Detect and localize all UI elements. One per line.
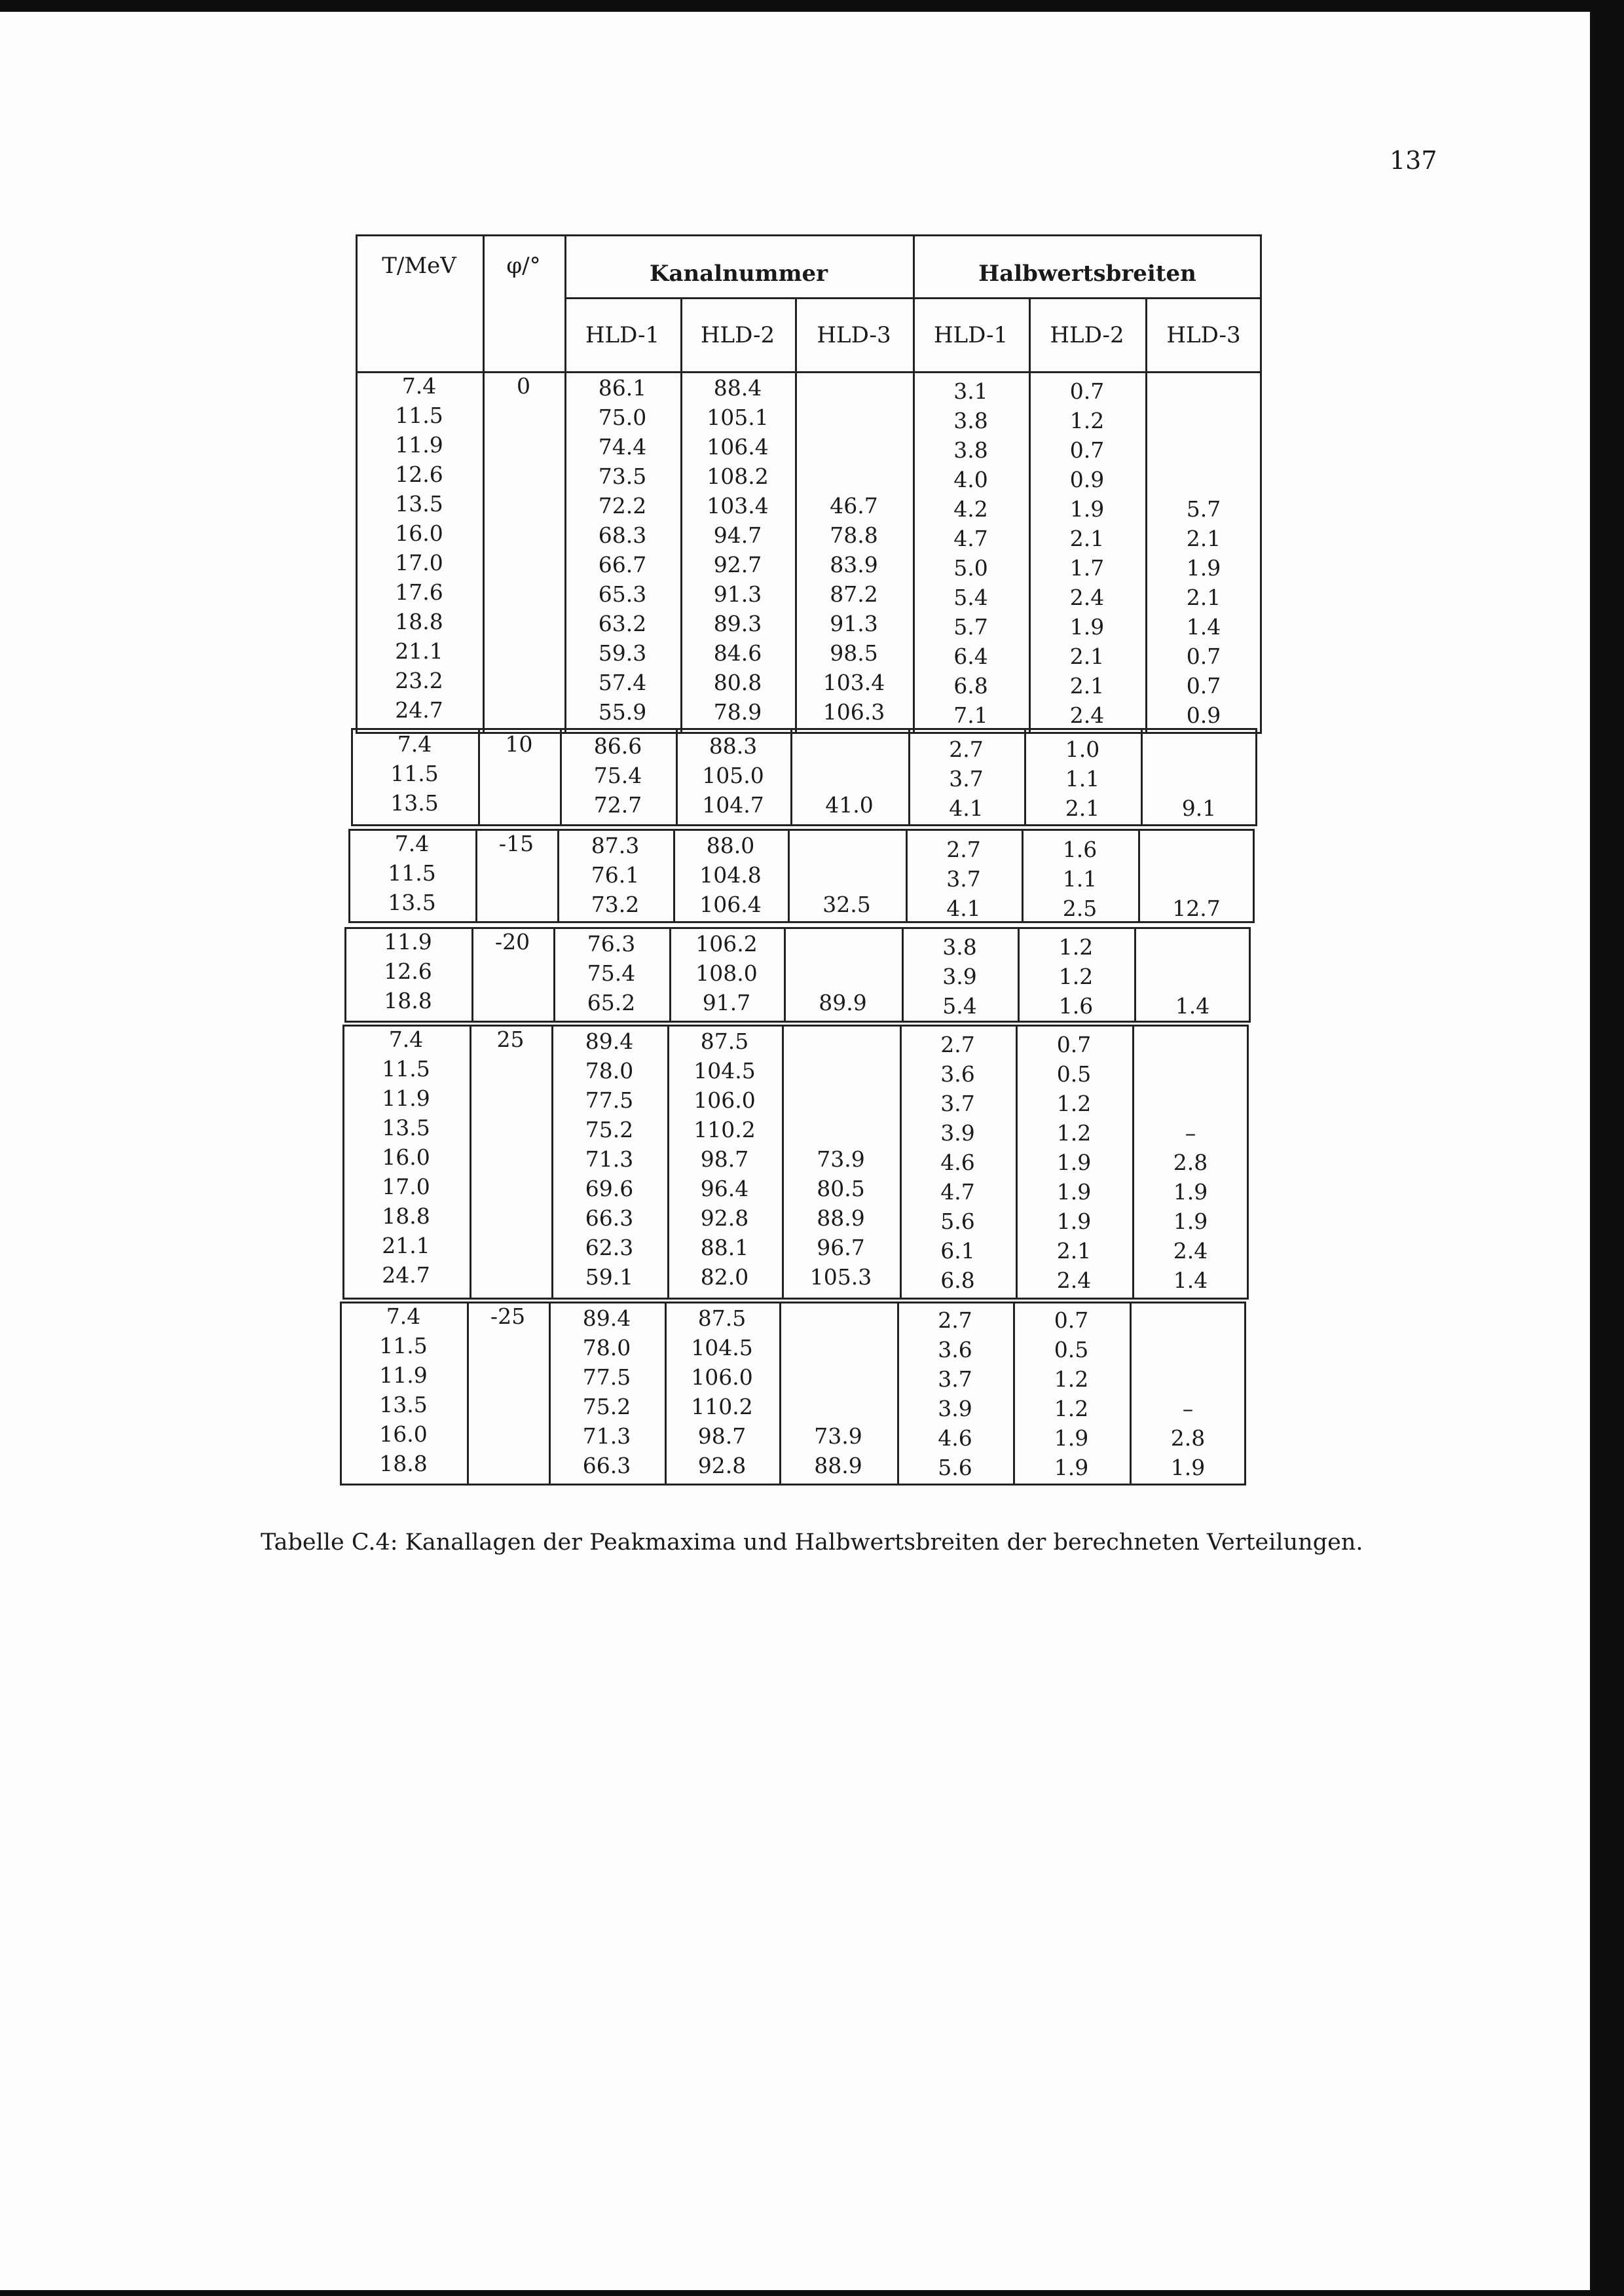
cell-kanal-hld-3: 41.0 <box>825 792 874 818</box>
cell-kanal-hld-1: 66.3 <box>585 1205 634 1231</box>
cell-kanal-hld-1: 89.4 <box>585 1029 634 1054</box>
cell-kanal-hld-2: 80.8 <box>713 670 762 695</box>
cell-t-mev: 18.8 <box>379 1451 428 1476</box>
table-group-phi-0 <box>356 371 1262 734</box>
cell-halb-hld-3: 0.7 <box>1186 673 1221 699</box>
cell-halb-hld-3: 1.9 <box>1170 1455 1206 1480</box>
cell-kanal-hld-3 <box>784 929 902 958</box>
cell-kanal-hld-3 <box>782 1056 900 1085</box>
cell-halb-hld-1: 4.2 <box>953 496 988 522</box>
cell-kanal-hld-1: 59.3 <box>598 640 647 666</box>
cell-halb-hld-3 <box>1138 835 1255 864</box>
cell-t-mev: 11.9 <box>395 432 443 458</box>
cell-kanal-hld-1: 78.0 <box>585 1058 634 1084</box>
cell-halb-hld-3: 2.8 <box>1170 1425 1206 1451</box>
cell-kanal-hld-2: 91.3 <box>713 581 762 607</box>
cell-t-mev: 7.4 <box>397 731 432 757</box>
group-phi-value: -15 <box>498 831 534 856</box>
cell-t-mev: 11.5 <box>390 761 439 786</box>
cell-kanal-hld-1: 71.3 <box>585 1146 634 1172</box>
cell-halb-hld-1: 3.7 <box>946 866 981 892</box>
cell-kanal-hld-2: 104.5 <box>691 1335 753 1360</box>
cell-halb-hld-3: 2.1 <box>1186 526 1221 551</box>
cell-halb-hld-1: 4.7 <box>953 526 988 551</box>
cell-halb-hld-1: 4.6 <box>938 1425 972 1451</box>
cell-kanal-hld-2: 108.0 <box>695 960 758 986</box>
table-group-phi-10 <box>351 728 1257 826</box>
cell-kanal-hld-3 <box>795 403 913 432</box>
header-t-mev: T/MeV <box>382 253 456 279</box>
cell-kanal-hld-1: 65.2 <box>587 990 636 1015</box>
cell-halb-hld-1: 3.7 <box>940 1091 975 1116</box>
cell-kanal-hld-2: 98.7 <box>700 1146 749 1172</box>
cell-halb-hld-2: 1.2 <box>1056 1091 1092 1116</box>
cell-kanal-hld-1: 74.4 <box>598 434 647 460</box>
cell-kanal-hld-3: 83.9 <box>830 552 878 577</box>
cell-t-mev: 13.5 <box>382 1115 430 1140</box>
group-phi-value: 10 <box>505 731 533 757</box>
cell-halb-hld-1: 5.4 <box>953 585 988 610</box>
header-phi: φ/° <box>506 253 541 279</box>
group-phi-value: 25 <box>496 1027 525 1052</box>
cell-halb-hld-3 <box>1145 465 1262 494</box>
cell-halb-hld-3 <box>1145 406 1262 435</box>
cell-halb-hld-1: 3.6 <box>940 1061 975 1087</box>
cell-kanal-hld-3: 106.3 <box>822 699 885 725</box>
cell-halb-hld-1: 3.6 <box>938 1337 972 1362</box>
cell-halb-hld-1: 6.1 <box>940 1238 975 1264</box>
cell-halb-hld-1: 5.7 <box>953 614 988 640</box>
cell-halb-hld-1: 3.9 <box>942 964 977 989</box>
cell-kanal-hld-3 <box>779 1362 897 1392</box>
cell-kanal-hld-2: 88.3 <box>709 733 758 759</box>
cell-kanal-hld-2: 88.4 <box>713 375 762 401</box>
cell-halb-hld-2: 1.0 <box>1065 737 1100 762</box>
cell-halb-hld-2: 0.7 <box>1069 437 1105 463</box>
cell-halb-hld-2: 1.6 <box>1058 993 1094 1019</box>
cell-t-mev: 21.1 <box>382 1233 430 1258</box>
cell-halb-hld-1: 6.8 <box>940 1267 975 1293</box>
cell-halb-hld-1: 3.9 <box>938 1396 972 1421</box>
cell-halb-hld-3 <box>1132 1089 1249 1118</box>
cell-kanal-hld-3 <box>782 1115 900 1144</box>
cell-halb-hld-2: 1.2 <box>1054 1396 1089 1421</box>
cell-kanal-hld-3: 88.9 <box>817 1205 865 1231</box>
cell-t-mev: 11.5 <box>395 403 443 428</box>
table-header <box>356 234 1262 373</box>
cell-halb-hld-2: 1.1 <box>1065 766 1100 792</box>
cell-t-mev: 21.1 <box>395 638 443 664</box>
cell-halb-hld-3: 0.9 <box>1186 702 1221 728</box>
cell-t-mev: 11.5 <box>388 860 436 886</box>
cell-halb-hld-2: 2.4 <box>1069 585 1105 610</box>
cell-halb-hld-2: 0.7 <box>1069 378 1105 404</box>
cell-halb-hld-1: 3.9 <box>940 1120 975 1146</box>
cell-halb-hld-3 <box>1145 435 1262 465</box>
cell-t-mev: 11.9 <box>384 929 432 955</box>
cell-t-mev: 7.4 <box>394 831 430 856</box>
cell-halb-hld-2: 0.7 <box>1056 1032 1092 1057</box>
cell-halb-hld-3: 1.4 <box>1173 1267 1208 1293</box>
cell-halb-hld-3 <box>1130 1305 1246 1335</box>
cell-kanal-hld-2: 78.9 <box>713 699 762 725</box>
cell-halb-hld-3: 1.9 <box>1173 1179 1208 1205</box>
cell-halb-hld-1: 3.1 <box>953 378 988 404</box>
subheader-kanal-hld-3: HLD-3 <box>817 322 891 348</box>
cell-t-mev: 17.0 <box>395 550 443 575</box>
cell-kanal-hld-1: 63.2 <box>598 611 647 636</box>
cell-kanal-hld-3 <box>782 1027 900 1056</box>
cell-halb-hld-2: 1.2 <box>1054 1366 1089 1392</box>
cell-halb-hld-3: 5.7 <box>1186 496 1221 522</box>
cell-halb-hld-2: 2.1 <box>1056 1238 1092 1264</box>
cell-halb-hld-1: 2.7 <box>938 1307 972 1333</box>
cell-kanal-hld-2: 110.2 <box>693 1117 756 1142</box>
cell-halb-hld-2: 1.9 <box>1069 496 1105 522</box>
cell-halb-hld-3 <box>1141 764 1257 793</box>
cell-kanal-hld-2: 89.3 <box>713 611 762 636</box>
cell-kanal-hld-1: 55.9 <box>598 699 647 725</box>
cell-halb-hld-3 <box>1138 864 1255 894</box>
cell-halb-hld-1: 2.7 <box>949 737 984 762</box>
cell-halb-hld-1: 7.1 <box>953 702 988 728</box>
cell-t-mev: 16.0 <box>382 1144 430 1170</box>
cell-kanal-hld-1: 62.3 <box>585 1235 634 1260</box>
cell-t-mev: 16.0 <box>379 1421 428 1447</box>
cell-halb-hld-2: 1.2 <box>1058 964 1094 989</box>
cell-halb-hld-3: 2.8 <box>1173 1150 1208 1175</box>
cell-kanal-hld-1: 75.2 <box>582 1394 631 1419</box>
cell-kanal-hld-2: 105.0 <box>702 763 764 788</box>
cell-halb-hld-3 <box>1134 932 1251 962</box>
cell-halb-hld-3: 1.9 <box>1173 1209 1208 1234</box>
cell-kanal-hld-3 <box>790 731 908 761</box>
cell-halb-hld-2: 1.2 <box>1056 1120 1092 1146</box>
cell-kanal-hld-2: 105.1 <box>707 405 769 430</box>
cell-t-mev: 18.8 <box>384 988 432 1013</box>
cell-kanal-hld-3: 105.3 <box>809 1264 872 1290</box>
cell-kanal-hld-2: 92.7 <box>713 552 762 577</box>
cell-kanal-hld-1: 86.1 <box>598 375 647 401</box>
cell-halb-hld-3: 1.4 <box>1186 614 1221 640</box>
cell-halb-hld-1: 3.8 <box>953 408 988 433</box>
cell-halb-hld-2: 2.4 <box>1056 1267 1092 1293</box>
cell-t-mev: 11.9 <box>382 1085 430 1111</box>
cell-kanal-hld-3 <box>795 462 913 491</box>
cell-t-mev: 18.8 <box>395 609 443 634</box>
cell-kanal-hld-1: 77.5 <box>582 1364 631 1390</box>
cell-halb-hld-2: 0.7 <box>1054 1307 1089 1333</box>
cell-halb-hld-3: 2.4 <box>1173 1238 1208 1264</box>
cell-kanal-hld-2: 104.8 <box>699 862 762 888</box>
cell-kanal-hld-3 <box>788 860 906 890</box>
cell-kanal-hld-3 <box>795 432 913 462</box>
cell-halb-hld-2: 2.4 <box>1069 702 1105 728</box>
cell-halb-hld-2: 2.1 <box>1069 526 1105 551</box>
cell-kanal-hld-2: 87.5 <box>697 1305 747 1331</box>
cell-kanal-hld-1: 71.3 <box>582 1423 631 1449</box>
cell-kanal-hld-1: 89.4 <box>582 1305 631 1331</box>
cell-halb-hld-1: 3.8 <box>953 437 988 463</box>
cell-halb-hld-2: 1.1 <box>1062 866 1098 892</box>
cell-halb-hld-2: 0.5 <box>1056 1061 1092 1087</box>
cell-halb-hld-1: 4.1 <box>946 896 981 921</box>
cell-t-mev: 24.7 <box>395 697 443 723</box>
cell-halb-hld-1: 5.4 <box>942 993 977 1019</box>
cell-kanal-hld-2: 88.1 <box>700 1235 749 1260</box>
cell-kanal-hld-2: 106.2 <box>695 931 758 957</box>
cell-kanal-hld-2: 84.6 <box>713 640 762 666</box>
cell-t-mev: 13.5 <box>388 890 436 915</box>
cell-halb-hld-1: 4.7 <box>940 1179 975 1205</box>
cell-halb-hld-3 <box>1130 1335 1246 1364</box>
cell-halb-hld-2: 2.1 <box>1065 795 1100 821</box>
cell-kanal-hld-1: 73.2 <box>591 892 640 917</box>
cell-halb-hld-3 <box>1141 735 1257 764</box>
cell-kanal-hld-3: 78.8 <box>830 522 878 548</box>
cell-kanal-hld-2: 88.0 <box>706 833 755 858</box>
cell-kanal-hld-2: 106.0 <box>693 1087 756 1113</box>
cell-kanal-hld-1: 68.3 <box>598 522 647 548</box>
cell-halb-hld-1: 5.6 <box>940 1209 975 1234</box>
cell-halb-hld-3 <box>1132 1059 1249 1089</box>
cell-kanal-hld-2: 87.5 <box>700 1029 749 1054</box>
cell-t-mev: 11.5 <box>379 1333 428 1358</box>
cell-t-mev: 18.8 <box>382 1203 430 1229</box>
cell-halb-hld-3: 1.9 <box>1186 555 1221 581</box>
cell-kanal-hld-2: 104.7 <box>702 792 764 818</box>
cell-halb-hld-3 <box>1134 962 1251 991</box>
cell-halb-hld-3 <box>1130 1364 1246 1394</box>
cell-halb-hld-3: 2.1 <box>1186 585 1221 610</box>
cell-kanal-hld-3: 73.9 <box>817 1146 865 1172</box>
cell-kanal-hld-3: 89.9 <box>819 990 867 1015</box>
cell-t-mev: 13.5 <box>395 491 443 517</box>
cell-halb-hld-3: 0.7 <box>1186 644 1221 669</box>
cell-halb-hld-3: 1.4 <box>1175 993 1210 1019</box>
cell-kanal-hld-1: 66.7 <box>598 552 647 577</box>
cell-halb-hld-1: 6.4 <box>953 644 988 669</box>
cell-halb-hld-2: 1.7 <box>1069 555 1105 581</box>
group-phi-value: -20 <box>494 929 530 955</box>
cell-kanal-hld-3: 73.9 <box>814 1423 862 1449</box>
cell-kanal-hld-2: 92.8 <box>697 1453 747 1478</box>
group-phi-value: 0 <box>517 373 530 399</box>
table-group-phi-25 <box>342 1025 1249 1300</box>
cell-t-mev: 24.7 <box>382 1262 430 1288</box>
cell-t-mev: 13.5 <box>379 1392 428 1417</box>
cell-kanal-hld-3: 96.7 <box>817 1235 865 1260</box>
cell-kanal-hld-1: 65.3 <box>598 581 647 607</box>
cell-halb-hld-2: 1.6 <box>1062 837 1098 862</box>
page <box>0 12 1590 2290</box>
cell-kanal-hld-3: 87.2 <box>830 581 878 607</box>
cell-kanal-hld-1: 69.6 <box>585 1176 634 1201</box>
table-group-phi-minus-15 <box>348 829 1255 923</box>
table-group-phi-minus-20 <box>344 927 1251 1023</box>
cell-kanal-hld-1: 86.6 <box>593 733 642 759</box>
cell-kanal-hld-3: 80.5 <box>817 1176 865 1201</box>
cell-kanal-hld-2: 108.2 <box>707 464 769 489</box>
cell-t-mev: 11.5 <box>382 1056 430 1082</box>
subheader-halb-hld-3: HLD-3 <box>1166 322 1241 348</box>
cell-kanal-hld-1: 72.2 <box>598 493 647 519</box>
cell-kanal-hld-1: 72.7 <box>593 792 642 818</box>
cell-kanal-hld-1: 59.1 <box>585 1264 634 1290</box>
cell-kanal-hld-1: 75.0 <box>598 405 647 430</box>
cell-halb-hld-1: 4.6 <box>940 1150 975 1175</box>
subheader-halb-hld-1: HLD-1 <box>933 322 1008 348</box>
cell-kanal-hld-3: 88.9 <box>814 1453 862 1478</box>
cell-halb-hld-2: 1.9 <box>1054 1425 1089 1451</box>
cell-kanal-hld-3 <box>795 373 913 403</box>
cell-t-mev: 7.4 <box>386 1303 421 1329</box>
cell-halb-hld-1: 5.0 <box>953 555 988 581</box>
cell-halb-hld-3: – <box>1182 1396 1194 1421</box>
cell-t-mev: 7.4 <box>388 1027 424 1052</box>
cell-kanal-hld-3: 91.3 <box>830 611 878 636</box>
cell-kanal-hld-1: 75.4 <box>587 960 636 986</box>
cell-kanal-hld-2: 106.4 <box>699 892 762 917</box>
cell-kanal-hld-3: 32.5 <box>822 892 871 917</box>
cell-kanal-hld-3 <box>779 1392 897 1421</box>
cell-halb-hld-3: – <box>1185 1120 1196 1146</box>
cell-kanal-hld-1: 73.5 <box>598 464 647 489</box>
cell-kanal-hld-3 <box>779 1303 897 1333</box>
cell-kanal-hld-2: 94.7 <box>713 522 762 548</box>
cell-t-mev: 13.5 <box>390 790 439 816</box>
cell-t-mev: 17.0 <box>382 1174 430 1199</box>
subheader-kanal-hld-2: HLD-2 <box>700 322 775 348</box>
cell-halb-hld-2: 1.9 <box>1054 1455 1089 1480</box>
table-caption: Tabelle C.4: Kanallagen der Peakmaxima und Halbwertsbreiten der berechneten Verteilungen. <box>261 1529 1363 1556</box>
cell-halb-hld-1: 4.1 <box>949 795 984 821</box>
cell-t-mev: 17.6 <box>395 579 443 605</box>
cell-halb-hld-2: 2.1 <box>1069 673 1105 699</box>
cell-halb-hld-3: 12.7 <box>1172 896 1221 921</box>
cell-kanal-hld-1: 75.4 <box>593 763 642 788</box>
cell-kanal-hld-3 <box>779 1333 897 1362</box>
cell-kanal-hld-3 <box>782 1085 900 1115</box>
cell-halb-hld-3 <box>1132 1030 1249 1059</box>
cell-kanal-hld-1: 57.4 <box>598 670 647 695</box>
cell-kanal-hld-1: 78.0 <box>582 1335 631 1360</box>
cell-kanal-hld-3 <box>784 958 902 988</box>
cell-halb-hld-2: 2.5 <box>1062 896 1098 921</box>
cell-kanal-hld-2: 98.7 <box>697 1423 747 1449</box>
cell-t-mev: 16.0 <box>395 520 443 546</box>
group-phi-value: -25 <box>490 1303 526 1329</box>
cell-halb-hld-1: 3.8 <box>942 934 977 960</box>
cell-halb-hld-2: 0.9 <box>1069 467 1105 492</box>
cell-kanal-hld-1: 76.3 <box>587 931 636 957</box>
cell-kanal-hld-1: 76.1 <box>591 862 640 888</box>
cell-halb-hld-2: 0.5 <box>1054 1337 1089 1362</box>
cell-halb-hld-1: 2.7 <box>946 837 981 862</box>
subheader-halb-hld-2: HLD-2 <box>1050 322 1124 348</box>
cell-kanal-hld-2: 110.2 <box>691 1394 753 1419</box>
cell-kanal-hld-2: 91.7 <box>702 990 751 1015</box>
cell-halb-hld-2: 1.9 <box>1056 1209 1092 1234</box>
cell-kanal-hld-2: 103.4 <box>707 493 769 519</box>
cell-kanal-hld-3 <box>790 761 908 790</box>
cell-halb-hld-2: 1.2 <box>1058 934 1094 960</box>
cell-kanal-hld-3: 103.4 <box>822 670 885 695</box>
cell-halb-hld-1: 3.7 <box>949 766 984 792</box>
cell-halb-hld-1: 5.6 <box>938 1455 972 1480</box>
cell-halb-hld-2: 1.9 <box>1056 1150 1092 1175</box>
subheader-kanal-hld-1: HLD-1 <box>585 322 660 348</box>
cell-halb-hld-1: 4.0 <box>953 467 988 492</box>
cell-kanal-hld-1: 87.3 <box>591 833 640 858</box>
cell-kanal-hld-2: 96.4 <box>700 1176 749 1201</box>
cell-kanal-hld-2: 82.0 <box>700 1264 749 1290</box>
cell-halb-hld-1: 6.8 <box>953 673 988 699</box>
cell-kanal-hld-1: 75.2 <box>585 1117 634 1142</box>
cell-kanal-hld-1: 77.5 <box>585 1087 634 1113</box>
cell-t-mev: 7.4 <box>401 373 437 399</box>
cell-t-mev: 23.2 <box>395 668 443 693</box>
cell-t-mev: 12.6 <box>384 958 432 984</box>
cell-halb-hld-2: 1.2 <box>1069 408 1105 433</box>
page-number: 137 <box>1390 146 1437 175</box>
header-kanalnummer: Kanalnummer <box>649 261 828 287</box>
cell-kanal-hld-1: 66.3 <box>582 1453 631 1478</box>
header-halbwertsbreiten: Halbwertsbreiten <box>978 261 1196 287</box>
cell-halb-hld-2: 2.1 <box>1069 644 1105 669</box>
cell-kanal-hld-2: 92.8 <box>700 1205 749 1231</box>
cell-halb-hld-2: 1.9 <box>1056 1179 1092 1205</box>
cell-t-mev: 11.9 <box>379 1362 428 1388</box>
cell-halb-hld-2: 1.9 <box>1069 614 1105 640</box>
table-group-phi-minus-25 <box>340 1302 1246 1485</box>
cell-kanal-hld-2: 106.4 <box>707 434 769 460</box>
cell-kanal-hld-3: 98.5 <box>830 640 878 666</box>
cell-halb-hld-1: 2.7 <box>940 1032 975 1057</box>
cell-kanal-hld-2: 106.0 <box>691 1364 753 1390</box>
cell-halb-hld-1: 3.7 <box>938 1366 972 1392</box>
cell-kanal-hld-3 <box>788 831 906 860</box>
cell-t-mev: 12.6 <box>395 462 443 487</box>
cell-kanal-hld-2: 104.5 <box>693 1058 756 1084</box>
cell-halb-hld-3 <box>1145 376 1262 406</box>
cell-kanal-hld-3: 46.7 <box>830 493 878 519</box>
cell-halb-hld-3: 9.1 <box>1181 795 1217 821</box>
